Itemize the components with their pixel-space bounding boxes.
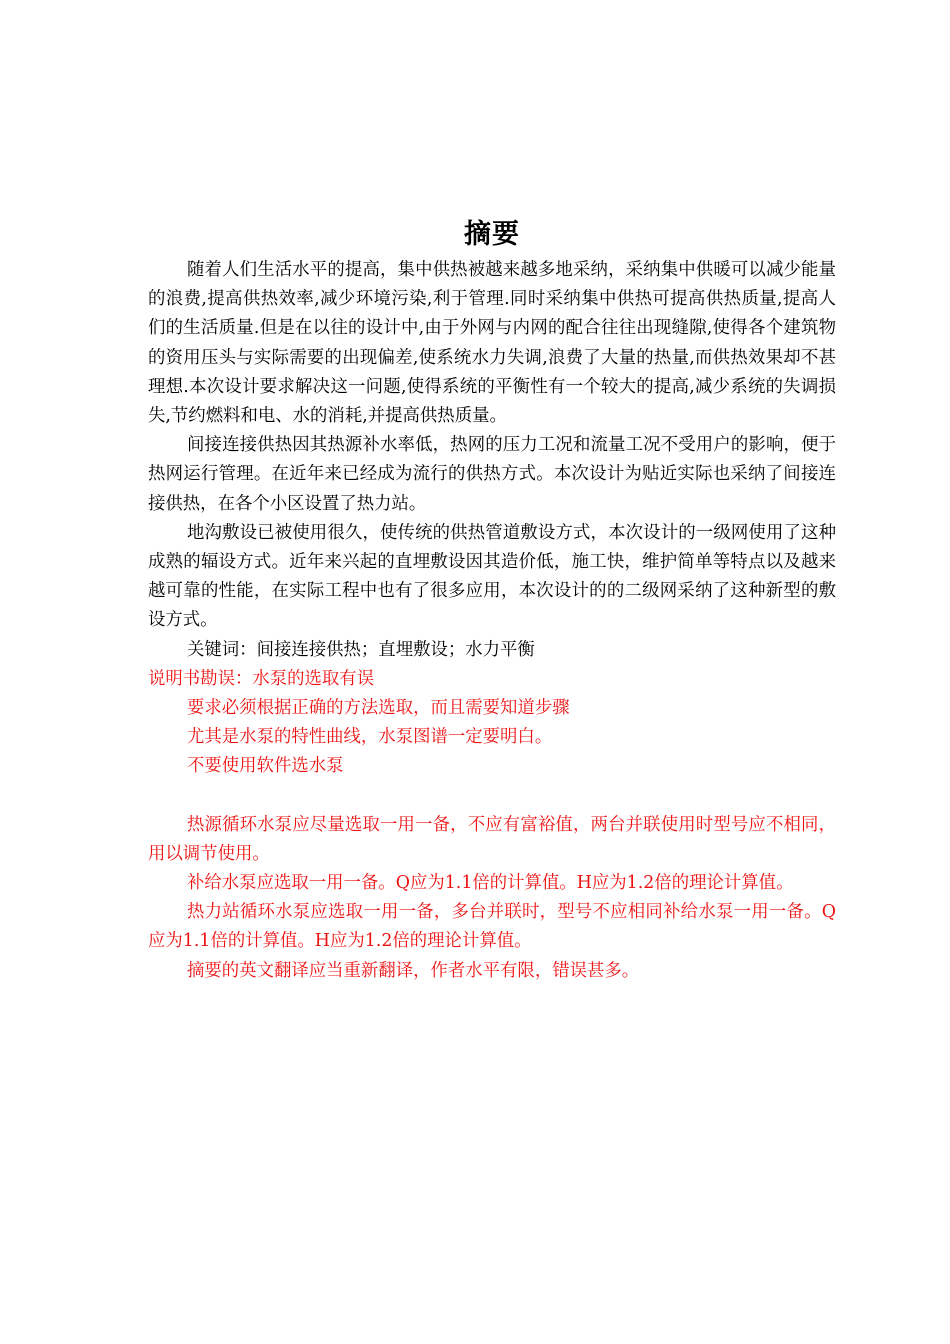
errata-note: 不要使用软件选水泵 (187, 756, 344, 777)
errata-detail: 补给水泵应选取一用一备。Q应为1.1倍的计算值。H应为1.2倍的理论计算值。 (187, 873, 794, 894)
errata-detail: 热源循环水泵应尽量选取一用一备，不应有富裕值，两台并联使用时型号应不相同，用以调节使用。 (148, 814, 836, 864)
errata-note: 尤其是水泵的特性曲线，水泵图谱一定要明白。 (187, 727, 553, 748)
page-title: 摘要 (464, 219, 520, 250)
document-page (148, 218, 836, 986)
abstract-paragraph: 随着人们生活水平的提高，集中供热被越来越多地采纳，采纳集中供暖可以减少能量的浪费,提高供热效率,减少环境污染,利于管理.同时采纳集中供热可提高供热质量,提高人们的生活质量.但是在以往的设计中,由于外网与内网的配合往往出现缝隙,使得各个建筑物的资用压头与实际需要的出现偏差,使系统水力失调,浪费了大量的热量,而供热效果却不甚理想.本次设计要求解决这一问题,使得系统的平衡性有一个较大的提高,减少系统的失调损失,节约燃料和电、水的消耗,并提高供热质量。 (148, 260, 836, 427)
abstract-paragraph: 地沟敷设已被使用很久，使传统的供热管道敷设方式，本次设计的一级网使用了这种成熟的辐设方式。近年来兴起的直埋敷设因其造价低，施工快，维护简单等特点以及越来越可靠的性能，在实际工程中也有了很多应用，本次设计的的二级网采纳了这种新型的敷设方式。 (148, 522, 836, 631)
abstract-paragraph: 间接连接供热因其热源补水率低，热网的压力工况和流量工况不受用户的影响，便于热网运行管理。在近年来已经成为流行的供热方式。本次设计为贴近实际也采纳了间接连接供热，在各个小区设置了热力站。 (148, 435, 836, 514)
paragraph-spacer (148, 782, 836, 811)
errata-heading: 说明书勘误：水泵的选取有误 (148, 668, 375, 689)
errata-detail: 摘要的英文翻译应当重新翻译，作者水平有限，错误甚多。 (187, 960, 640, 981)
keywords-line: 关键词：间接连接供热；直埋敷设；水力平衡 (187, 639, 535, 660)
errata-note: 要求必须根据正确的方法选取，而且需要知道步骤 (187, 698, 570, 719)
errata-detail: 热力站循环水泵应选取一用一备，多台并联时，型号不应相同补给水泵一用一备。Q应为1.1倍的计算值。H应为1.2倍的理论计算值。 (148, 902, 836, 952)
